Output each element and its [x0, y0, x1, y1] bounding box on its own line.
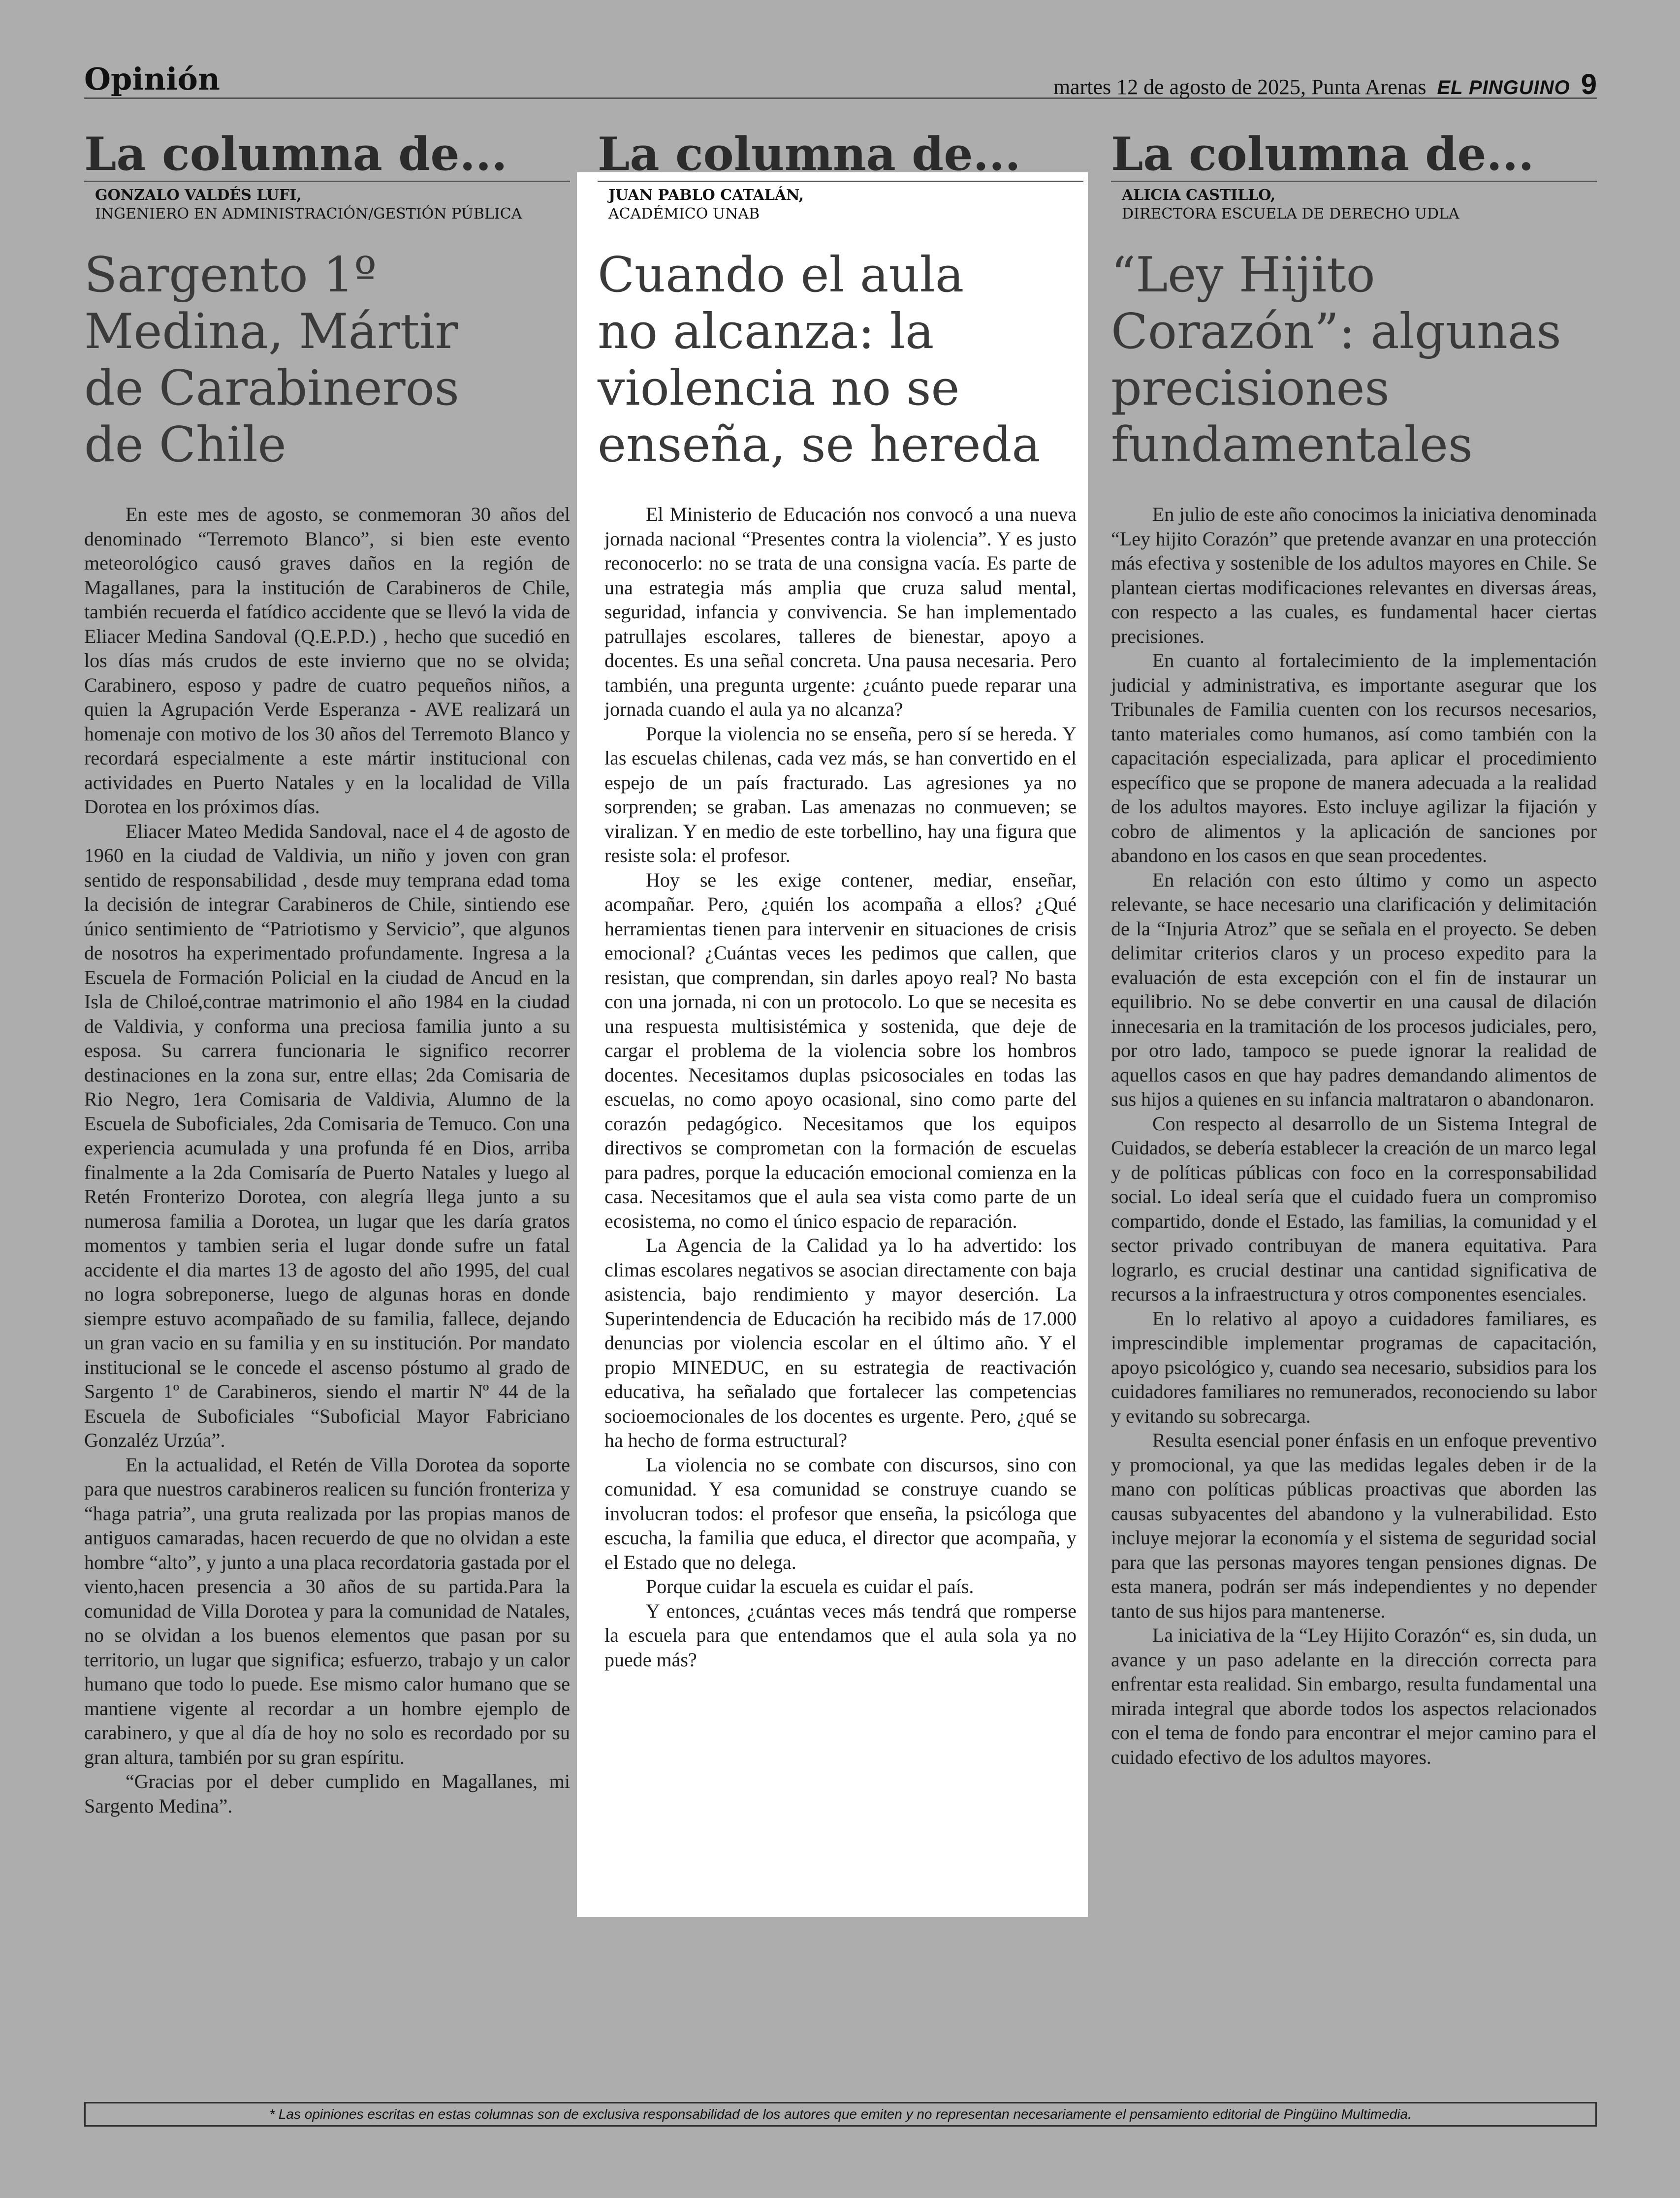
- author-name: GONZALO VALDÉS LUFI,: [95, 187, 302, 204]
- paragraph: Porque la violencia no se enseña, pero sí se hereda. Y las escuelas chilenas, cada vez más, se han convertido en el espejo de un país fracturado. Las agresiones ya no sorprenden; se graban. Las amenazas no conmueven; se viralizan. Y en medio de este torbellino, hay una figura que resiste sola: el profesor.: [604, 722, 1077, 866]
- header-info: [1053, 68, 1597, 101]
- paragraph: Porque cuidar la escuela es cuidar el país.: [646, 1575, 974, 1597]
- paragraph: En este mes de agosto, se conmemoran 30 años del denominado “Terremoto Blanco”, si bien este evento meteorológico causó graves daños en la región de Magallanes, para la institución de Carabineros de Chile, también recuerda el fatídico accidente que se llevó la vida de Eliacer Medina Sandoval (Q.E.P.D.) , hecho que sucedió en los días más crudos de este invierno que no se olvida; Carabinero, esposo y padre de cuatro pequeños niños, a quien la Agrupación Verde Esperanza - AVE realizará un homenaje con motivo de los 30 años del Terremoto Blanco y recordará especialmente a este mártir institucional con actividades en Puerto Natales y en la localidad de Villa Dorotea en los próximos días.: [84, 503, 570, 818]
- column-kicker: La columna de...: [598, 131, 1083, 182]
- article-body: [84, 502, 570, 1818]
- column-center: [598, 113, 1083, 1671]
- headline: [598, 247, 1083, 474]
- article-body: [1111, 502, 1597, 1769]
- headline-line: violencia no se: [598, 360, 960, 416]
- headline-line: Medina, Mártir: [84, 304, 458, 360]
- column-left: [84, 113, 570, 1817]
- headline-line: no alcanza: la: [598, 304, 934, 360]
- headline-line: Corazón”: algunas: [1111, 304, 1561, 360]
- column-kicker: La columna de...: [84, 131, 570, 182]
- paragraph: En cuanto al fortalecimiento de la implementación judicial y administrativa, es importante asegurar que los Tribunales de Familia cuenten con los recursos necesarios, tanto materiales como humanos, así como también con la capacitación especializada, para aplicar el procedimiento específico que se propone de manera adecuada a la realidad de los adultos mayores. Esto incluye agilizar la fijación y cobro de alimentos y la aplicación de sanciones por abandono en los casos en que sean procedentes.: [1111, 649, 1597, 866]
- paragraph: En la actualidad, el Retén de Villa Dorotea da soporte para que nuestros carabineros realicen su función fronteriza y “haga patria”, una gruta realizada por las propias manos de antiguos camaradas, hacen recuerdo de que no olvidan a este hombre “alto”, y junto a una placa recordatoria gastada por el viento,hacen presencia a 30 años de su partida.Para la comunidad de Villa Dorotea y para la comunidad de Natales, no se olvidan a los buenos elementos que pasan por su territorio, un lugar que significa; esfuerzo, trabajo y un calor humano que todo lo puede. Ese mismo calor humano que se mantiene vigente al recordar a un hombre ejemplo de carabinero, y que al día de hoy no solo es recordado por su gran altura, también por su gran espíritu.: [84, 1453, 570, 1768]
- byline: [84, 186, 570, 223]
- masthead-logo: EL PINGUINO: [1437, 77, 1570, 98]
- footer-disclaimer: * Las opiniones escritas en estas columnas son de exclusiva responsabilidad de los autores que emiten y no representan necesariamente el pensamiento editorial de Pingüino Multimedia.: [84, 2102, 1597, 2127]
- paragraph: La Agencia de la Calidad ya lo ha advertido: los climas escolares negativos se asocian directamente con baja asistencia, bajo rendimiento y mayor deserción. La Superintendencia de Educación ha recibido más de 17.000 denuncias por violencia escolar en el último año. Y el propio MINEDUC, en su estrategia de reactivación educativa, ha señalado que fortalecer las competencias socioemocionales de los docentes es urgente. Pero, ¿qué se ha hecho de forma estructural?: [604, 1234, 1077, 1451]
- column-right: [1111, 113, 1597, 1768]
- headline-line: Cuando el aula: [598, 247, 964, 303]
- paragraph: El Ministerio de Educación nos convocó a una nueva jornada nacional “Presentes contra la violencia”. Y es justo reconocerlo: no se trata de una consigna vacía. Es parte de una estrategia más amplia que cruza salud mental, seguridad, infancia y convivencia. Se han implementado patrullajes escolares, talleres de bienestar, apoyo a docentes. Es una señal concreta. Una pausa necesaria. Pero también, una pregunta urgente: ¿cuánto puede reparar una jornada cuando el aula ya no alcanza?: [604, 503, 1077, 720]
- headline-line: enseña, se hereda: [598, 417, 1041, 473]
- paragraph: Y entonces, ¿cuántas veces más tendrá que romperse la escuela para que entendamos que el aula sola ya no puede más?: [604, 1599, 1077, 1671]
- author-role: DIRECTORA ESCUELA DE DERECHO UDLA: [1122, 205, 1459, 223]
- paragraph: La violencia no se combate con discursos, sino con comunidad. Y esa comunidad se construye cuando se involucran todos: el profesor que enseña, la psicóloga que escucha, la familia que educa, el director que acompaña, y el Estado que no delega.: [604, 1453, 1077, 1573]
- byline: [598, 186, 1083, 223]
- paragraph: Eliacer Mateo Medida Sandoval, nace el 4 de agosto de 1960 en la ciudad de Valdivia, un niño y joven con gran sentido de responsabilidad , desde muy temprana edad toma la decisión de integrar Carabineros de Chile, sintiendo ese único sentimiento de “Patriotismo y Servicio”, que algunos de nosotros ha experimentado profundamente. Ingresa a la Escuela de Formación Policial en la ciudad de Ancud en la Isla de Chiloé,contrae matrimonio el año 1984 en la ciudad de Valdivia, y conforma una preciosa familia junto a su esposa. Su carrera funcionaria le significo recorrer destinaciones en la zona sur, entre ellas; 2da Comisaria de Rio Negro, 1era Comisaria de Valdivia, Alumno de la Escuela de Suboficiales, 2da Comisaria de Temuco. Con una experiencia acumulada y una profunda fé en Dios, arriba finalmente a la 2da Comisaría de Puerto Natales y luego al Retén Fronterizo Dorotea, con alegría llega junto a su numerosa familia a Dorotea, un lugar que les daría gratos momentos y tambien seria el lugar donde sufre un fatal accidente el dia martes 13 de agosto del año 1995, del cual no logra sobreponerse, luego de algunas horas en donde siempre estuvo acompañado de su familia, fallece, dejando un gran vacio en su familia y en su institución. Por mandato institucional se le concede el ascenso póstumo al grado de Sargento 1º de Carabineros, siendo el martir Nº 44 de la Escuela de Suboficiales “Suboficial Mayor Fabriciano Gonzaléz Urzúa”.: [84, 820, 570, 1451]
- paragraph: La iniciativa de la “Ley Hijito Corazón“ es, sin duda, un avance y un paso adelante en la dirección correcta para enfrentar esta realidad. Sin embargo, resulta fundamental una mirada integral que aborde todos los aspectos relacionados con el tema de fondo para encontrar el mejor camino para el cuidado efectivo de los adultos mayores.: [1111, 1624, 1597, 1768]
- author-role: ACADÉMICO UNAB: [608, 205, 760, 223]
- headline-line: “Ley Hijito: [1111, 247, 1375, 303]
- author-role: INGENIERO EN ADMINISTRACIÓN/GESTIÓN PÚBLICA: [95, 205, 522, 223]
- author-name: ALICIA CASTILLO,: [1122, 187, 1276, 204]
- paragraph: En lo relativo al apoyo a cuidadores familiares, es imprescindible implementar programas de capacitación, apoyo psicológico y, cuando sea necesario, subsidios para los cuidadores familiares no remunerados, reconociendo su labor y evitando su sobrecarga.: [1111, 1307, 1597, 1427]
- article-body: [604, 502, 1077, 1672]
- headline-line: fundamentales: [1111, 417, 1473, 473]
- paragraph: “Gracias por el deber cumplido en Magallanes, mi Sargento Medina”.: [84, 1770, 570, 1817]
- headline: [1111, 247, 1597, 474]
- headline: [84, 247, 570, 474]
- author-name: JUAN PABLO CATALÁN,: [608, 187, 804, 204]
- paragraph: En relación con esto último y como un aspecto relevante, se hace necesario una clarificación y delimitación de la “Injuria Atroz” que se señala en el proyecto. Se deben delimitar criterios claros y un proceso expedito para la evaluación de esta excepción con el fin de instaurar un equilibrio. No se debe convertir en una causal de dilación innecesaria en la tramitación de los procesos judiciales, pero, por otro lado, tampoco se puede ignorar la realidad de aquellos casos en que hay padres demandando alimentos de sus hijos a quienes en su infancia maltrataron o abandonaron.: [1111, 868, 1597, 1110]
- headline-line: de Carabineros: [84, 360, 459, 416]
- byline: [1111, 186, 1597, 223]
- headline-line: de Chile: [84, 417, 286, 473]
- paragraph: Hoy se les exige contener, mediar, enseñar, acompañar. Pero, ¿quién los acompaña a ellos? ¿Qué herramientas tienen para intervenir en situaciones de crisis emocional? ¿Cuántas veces les pedimos que callen, que resistan, que comprendan, sin darles apoyo real? No basta con una jornada, ni con un protocolo. Lo que se necesita es una respuesta multisistémica y sostenida, que deje de cargar el problema de la violencia sobre los hombros docentes. Necesitamos duplas psicosociales en todas las escuelas, no como apoyo ocasional, sino como parte del corazón pedagógico. Necesitamos que los equipos directivos se comprometan con la formación de escuelas para padres, porque la educación emocional comienza en la casa. Necesitamos que el aula sea vista como parte de un ecosistema, no como el único espacio de reparación.: [604, 868, 1077, 1232]
- page-number: 9: [1581, 68, 1597, 100]
- headline-line: Sargento 1º: [84, 247, 377, 303]
- headline-line: precisiones: [1111, 360, 1390, 416]
- paragraph: Resulta esencial poner énfasis en un enfoque preventivo y promocional, ya que las medidas legales deben ir de la mano con políticas públicas proactivas que aborden las causas subyacentes del abandono y la vulnerabilidad. Esto incluye mejorar la economía y el sistema de seguridad social para que las personas mayores tengan pensiones dignas. De esta manera, podrán ser más independientes y no depender tanto de sus hijos para mantenerse.: [1111, 1429, 1597, 1622]
- paragraph: En julio de este año conocimos la iniciativa denominada “Ley hijito Corazón” que pretende avanzar en una protección más efectiva y sostenible de los adultos mayores en Chile. Se plantean ciertas modificaciones relevantes en diversas áreas, con respecto a las cuales, es fundamental hacer ciertas precisiones.: [1111, 503, 1597, 647]
- date-place: martes 12 de agosto de 2025, Punta Arenas: [1053, 75, 1426, 99]
- column-kicker: La columna de...: [1111, 131, 1597, 182]
- page-header: [84, 58, 1597, 99]
- paragraph: Con respecto al desarrollo de un Sistema Integral de Cuidados, se debería establecer la creación de un marco legal y de políticas públicas con foco en la corresponsabilidad social. Lo ideal sería que el cuidado fuera un compromiso compartido, donde el Estado, las familias, la comunidad y el sector privado contribuyan de manera equitativa. Para lograrlo, es crucial destinar una cantidad significativa de recursos a la infraestructura y otros componentes esenciales.: [1111, 1112, 1597, 1305]
- section-label: Opinión: [84, 61, 220, 97]
